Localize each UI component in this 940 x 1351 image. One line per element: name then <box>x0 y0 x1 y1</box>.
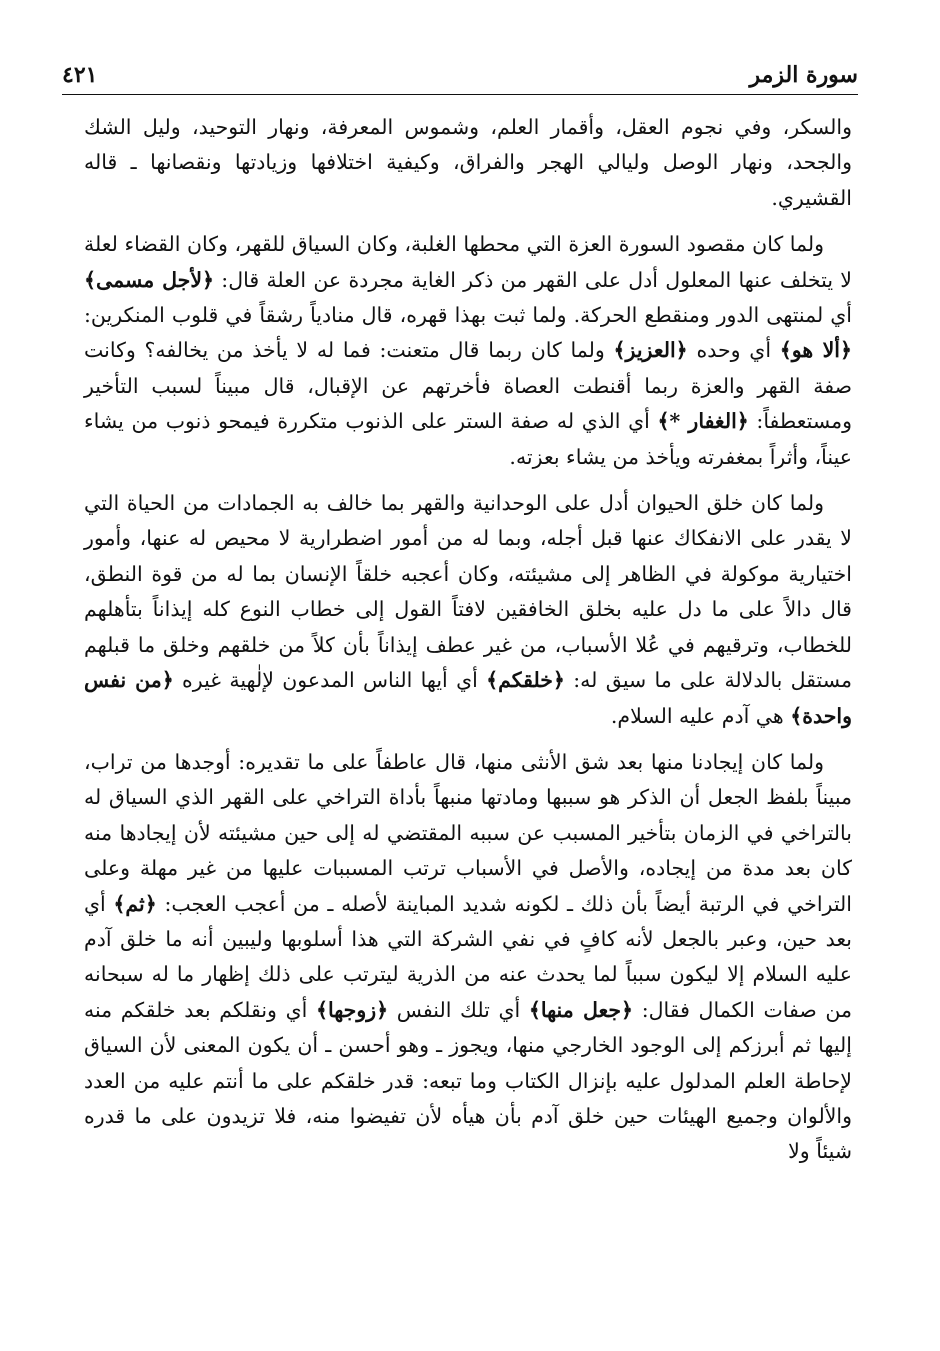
text-run: أي تلك النفس <box>388 997 529 1022</box>
text-run: أي ونقلكم بعد خلقكم منه إليها ثم أبرزكم إلى الوجود الخارجي منها، ويجوز ـ وهو أحسن ـ أن يكون المعنى لأن السياق لإحاطة العلم المدلول عليه بإنزال الكتاب وما تبعه: قدر خلقكم على ما أنتم عليه من العدد والألوان وجميع الهيئات حين خلق آدم بأن هيأه لأن تفيضوا منه، فلا تزيدون على ما قدره شيئاً ولا <box>84 997 852 1164</box>
quran-quote: ﴿العزيز﴾ <box>613 338 688 363</box>
text-run: ولما كان ربما قال متعنت: فما له لا يأخذ من يخالفه؟ وكانت صفة القهر والعزة ربما أقنطت العصاة فأخرتهم عن الإقبال، قال مبيناً لسبب التأخير ومستعطفاً: <box>84 338 852 434</box>
quran-quote: ﴿زوجها﴾ <box>315 997 389 1022</box>
text-run: أي بعد حين، وعبر بالجعل لأنه كافٍ في نفي الشركة التي هذا أسلوبها وليبين أنه ما خلق آدم عليه السلام إلا ليكون سبباً لما يحدث عنه من الذرية ليترتب على ذلك إظهار ما له سبحانه من صفات الكمال فقال: <box>84 891 852 1022</box>
text-run: أي أيها الناس المدعون لإلٰهية غيره <box>173 668 487 693</box>
quran-quote: ﴿ثم﴾ <box>113 891 157 916</box>
paragraph-3 <box>84 486 852 734</box>
page-header <box>62 60 858 95</box>
page-number: ٤٢١ <box>62 62 98 88</box>
text-run: أي وحده <box>687 338 780 363</box>
paragraph-4 <box>84 745 852 1170</box>
paragraph-2 <box>84 227 852 475</box>
text-run: ولما كان خلق الحيوان أدل على الوحدانية والقهر بما خالف به الجمادات من الحياة التي لا يقدر على الانفكاك عنها قبل أجله، وبما له من أمور اضطرارية لا محيص له عنها، وأمور اختيارية موكولة في الظاهر إلى مشيئته، وكان أعجبه خلقاً الإنسان بما له من قوة النطق، قال دالاً على ما دل عليه بخلق الخافقين لافتاً القول إلى خطاب النوع كله إيذاناً بتأهلهم للخطاب، وترقيهم في عُلا الأسباب، من غير عطف إيذاناً بأن كلاً من خلقهم وخلق ما قبلهم مستقل بالدلالة على ما سيق له: <box>84 491 852 693</box>
quran-quote: ﴿لأجل مسمى﴾ <box>84 267 215 292</box>
text-run: هي آدم عليه السلام. <box>610 703 791 728</box>
quran-quote: ﴿جعل منها﴾ <box>528 997 634 1022</box>
text-run: أي الذي له صفة الستر على الذنوب متكررة فيمحو ذنوب من يشاء عيناً، وأثراً بمغفرته ويأخذ من يشاء بعزته. <box>84 409 852 469</box>
text-run: والسكر، وفي نجوم العقل، وأقمار العلم، وشموس المعرفة، ونهار التوحيد، وليل الشك والجحد، ونهار الوصل وليالي الهجر والفراق، وكيفية اختلافها وزيادتها ونقصانها ـ قاله القشيري. <box>84 115 852 210</box>
surah-title: سورة الزمر <box>749 62 858 88</box>
quran-quote: ﴿خلقكم﴾ <box>486 668 565 693</box>
paragraph-1 <box>84 110 852 216</box>
quran-quote: ﴿من نفس واحدة﴾ <box>84 668 852 728</box>
quran-quote: ﴿ألا هو﴾ <box>779 338 852 363</box>
text-run: أي لمنتهى الدور ومنقطع الحركة. ولما ثبت بهذا قهره، قال منادياً رشقاً في قلوب المنكرين: <box>84 303 852 328</box>
page-body <box>84 110 852 1181</box>
text-run: ولما كان مقصود السورة العزة التي محطها الغلبة، وكان السياق للقهر، وكان القضاء لعلة لا يتخلف عنها المعلول أدل على القهر من ذكر الغاية مجردة عن العلة قال: <box>84 232 852 292</box>
quran-quote: ﴿الغفار *﴾ <box>657 409 749 434</box>
text-run: ولما كان إيجادنا منها بعد شق الأنثى منها، قال عاطفاً على ما تقديره: أوجدها من تراب، مبيناً بلفظ الجعل أن الذكر هو سببها ومادتها منبهاً بأداة التراخي على القهر الذي السياق له بالتراخي في الزمان بتأخير المسبب عن سببه المقتضي له إلى حين مشيئته لأن إيجادها منه كان بعد مدة من إيجاده، والأصل في الأسباب ترتب المسببات عليها من غير مهلة وعلى التراخي في الرتبة أيضاً بأن ذلك ـ لكونه شديد المباينة لأصله ـ من أعجب العجب: <box>84 749 852 916</box>
